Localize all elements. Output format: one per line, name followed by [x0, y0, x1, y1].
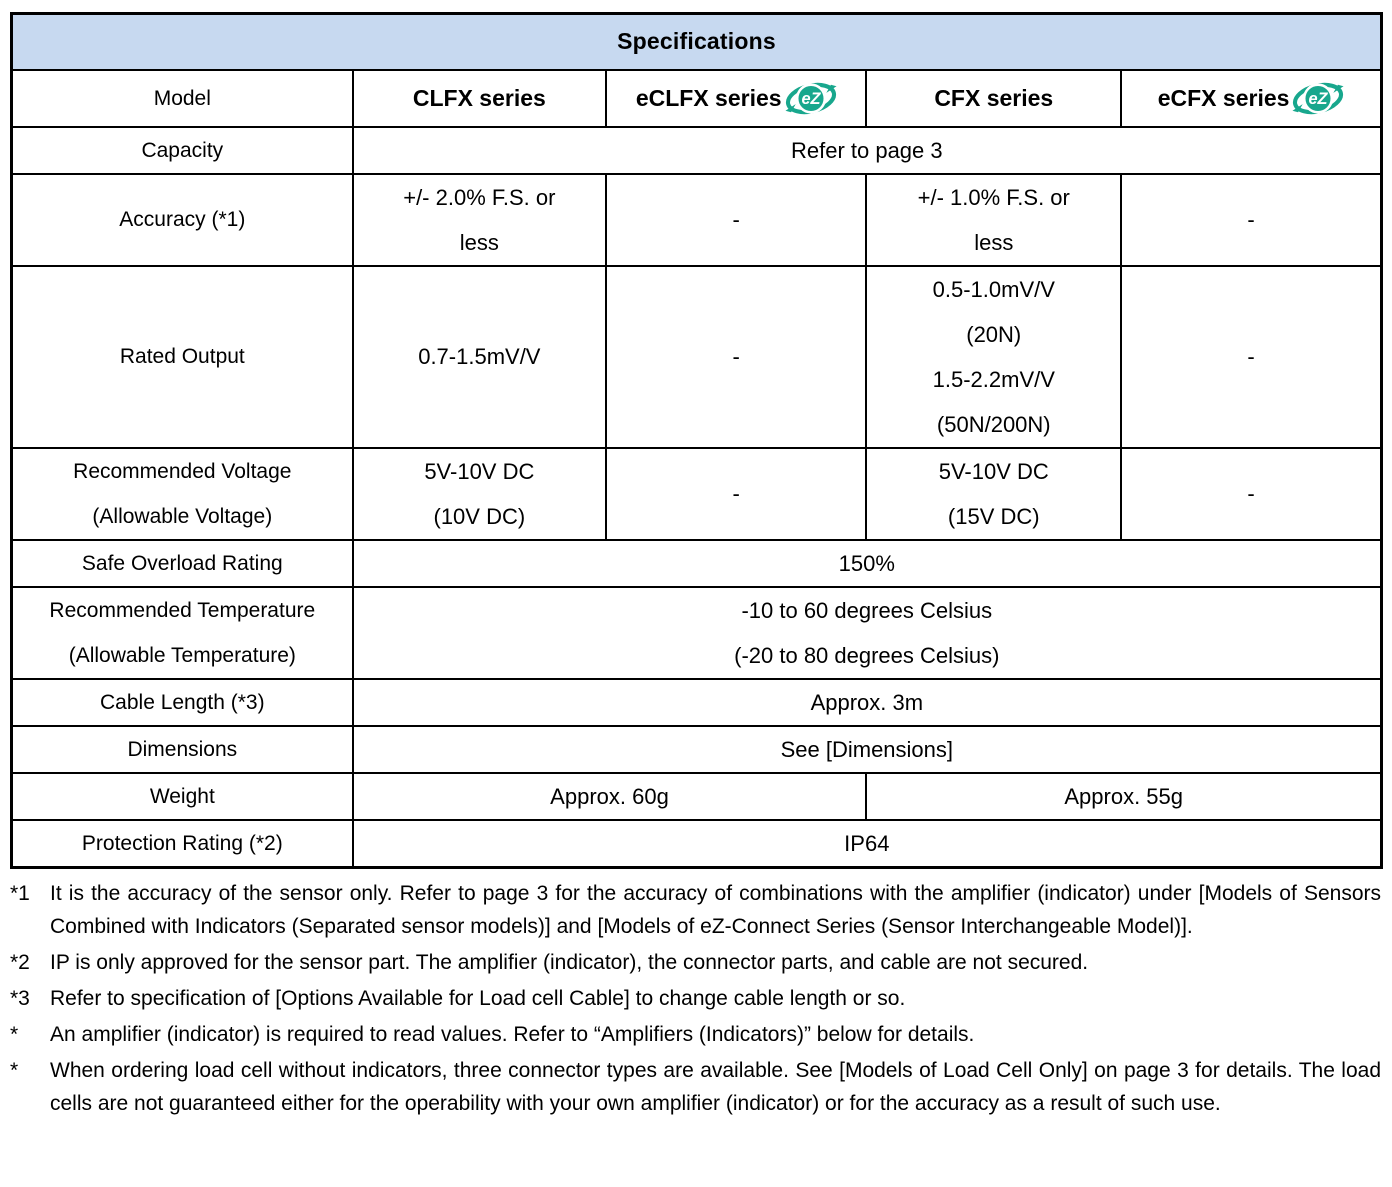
footnote-text: When ordering load cell without indicators, three connector types are available. See [Models of Load Cell Only] on page 3 for details. The load cells are not guaranteed either for the operability with your own amplifier (indicator) or for the accuracy as a result of such use. — [50, 1058, 1381, 1115]
value-cell: 0.5-1.0mV/V (20N) 1.5-2.2mV/V (50N/200N) — [866, 266, 1121, 448]
model-header-row — [12, 70, 1382, 127]
value-cell: 0.7-1.5mV/V — [353, 266, 606, 448]
ez-connect-icon — [1292, 75, 1344, 122]
ez-icon-label: eZ — [1308, 89, 1328, 108]
table-row — [12, 726, 1382, 773]
footnote-marker: *2 — [10, 950, 30, 974]
column-header-content — [356, 85, 603, 112]
value-cell: See [Dimensions] — [353, 726, 1382, 773]
table-row — [12, 127, 1382, 174]
footnote-marker: * — [10, 1058, 19, 1082]
footnote — [10, 982, 1381, 1015]
value-cell: Approx. 3m — [353, 679, 1382, 726]
table-row — [12, 448, 1382, 540]
model-row-label: Model — [12, 70, 353, 127]
row-label: Weight — [12, 773, 353, 820]
value-cell: - — [1121, 266, 1381, 448]
column-header-3 — [1121, 70, 1381, 127]
value-cell: - — [1121, 448, 1381, 540]
footnote-marker: * — [10, 1022, 19, 1046]
row-label: Accuracy (*1) — [12, 174, 353, 266]
column-header-content — [1124, 75, 1378, 122]
series-name: CLFX series — [412, 84, 546, 111]
row-label: Safe Overload Rating — [12, 540, 353, 587]
row-label: Capacity — [12, 127, 353, 174]
column-header-1 — [606, 70, 866, 127]
column-header-content — [869, 85, 1118, 112]
table-row — [12, 820, 1382, 868]
value-cell: 5V-10V DC (15V DC) — [866, 448, 1121, 540]
page-title: Specifications — [12, 14, 1382, 70]
ez-icon-label: eZ — [801, 89, 821, 108]
value-cell: - — [606, 448, 866, 540]
footnote-text: IP is only approved for the sensor part. The amplifier (indicator), the connector parts, and cable are not secured. — [50, 950, 1089, 974]
value-cell: +/- 1.0% F.S. or less — [866, 174, 1121, 266]
footnote-marker: *1 — [10, 881, 30, 905]
value-cell: Approx. 55g — [866, 773, 1381, 820]
table-row — [12, 540, 1382, 587]
footnotes-section — [10, 869, 1383, 1120]
value-cell: - — [606, 266, 866, 448]
footnote — [10, 1054, 1381, 1120]
series-name: CFX series — [934, 84, 1054, 111]
value-cell: +/- 2.0% F.S. or less — [353, 174, 606, 266]
column-header-2 — [866, 70, 1121, 127]
row-label: Cable Length (*3) — [12, 679, 353, 726]
row-label: Recommended Voltage (Allowable Voltage) — [12, 448, 353, 540]
value-cell: Refer to page 3 — [353, 127, 1382, 174]
value-cell: - — [1121, 174, 1381, 266]
footnote — [10, 877, 1381, 943]
footnote — [10, 946, 1381, 979]
series-name: eCLFX series — [635, 84, 782, 111]
table-row — [12, 174, 1382, 266]
row-label: Recommended Temperature (Allowable Temperature) — [12, 587, 353, 679]
column-header-content — [609, 75, 863, 122]
specifications-table — [10, 12, 1383, 869]
table-row — [12, 773, 1382, 820]
table-row — [12, 266, 1382, 448]
value-cell: -10 to 60 degrees Celsius (-20 to 80 degrees Celsius) — [353, 587, 1382, 679]
series-name: eCFX series — [1157, 84, 1290, 111]
footnote-text: It is the accuracy of the sensor only. Refer to page 3 for the accuracy of combinations with the amplifier (indicator) under [Models of Sensors Combined with Indicators (Separated sensor models)] and [Models of eZ-Connect Series (Sensor Interchangeable Model)]. — [50, 881, 1381, 938]
value-cell: 150% — [353, 540, 1382, 587]
table-row — [12, 679, 1382, 726]
table-row — [12, 587, 1382, 679]
footnote — [10, 1018, 1381, 1051]
value-cell: - — [606, 174, 866, 266]
footnote-marker: *3 — [10, 986, 30, 1010]
value-cell: Approx. 60g — [353, 773, 867, 820]
footnote-text: Refer to specification of [Options Available for Load cell Cable] to change cable length or so. — [50, 986, 906, 1010]
ez-connect-icon — [785, 75, 837, 122]
value-cell: 5V-10V DC (10V DC) — [353, 448, 606, 540]
value-cell: IP64 — [353, 820, 1382, 868]
footnote-text: An amplifier (indicator) is required to read values. Refer to “Amplifiers (Indicators)” below for details. — [50, 1022, 975, 1046]
row-label: Protection Rating (*2) — [12, 820, 353, 868]
table-title-row — [12, 14, 1382, 70]
column-header-0 — [353, 70, 606, 127]
row-label: Rated Output — [12, 266, 353, 448]
row-label: Dimensions — [12, 726, 353, 773]
